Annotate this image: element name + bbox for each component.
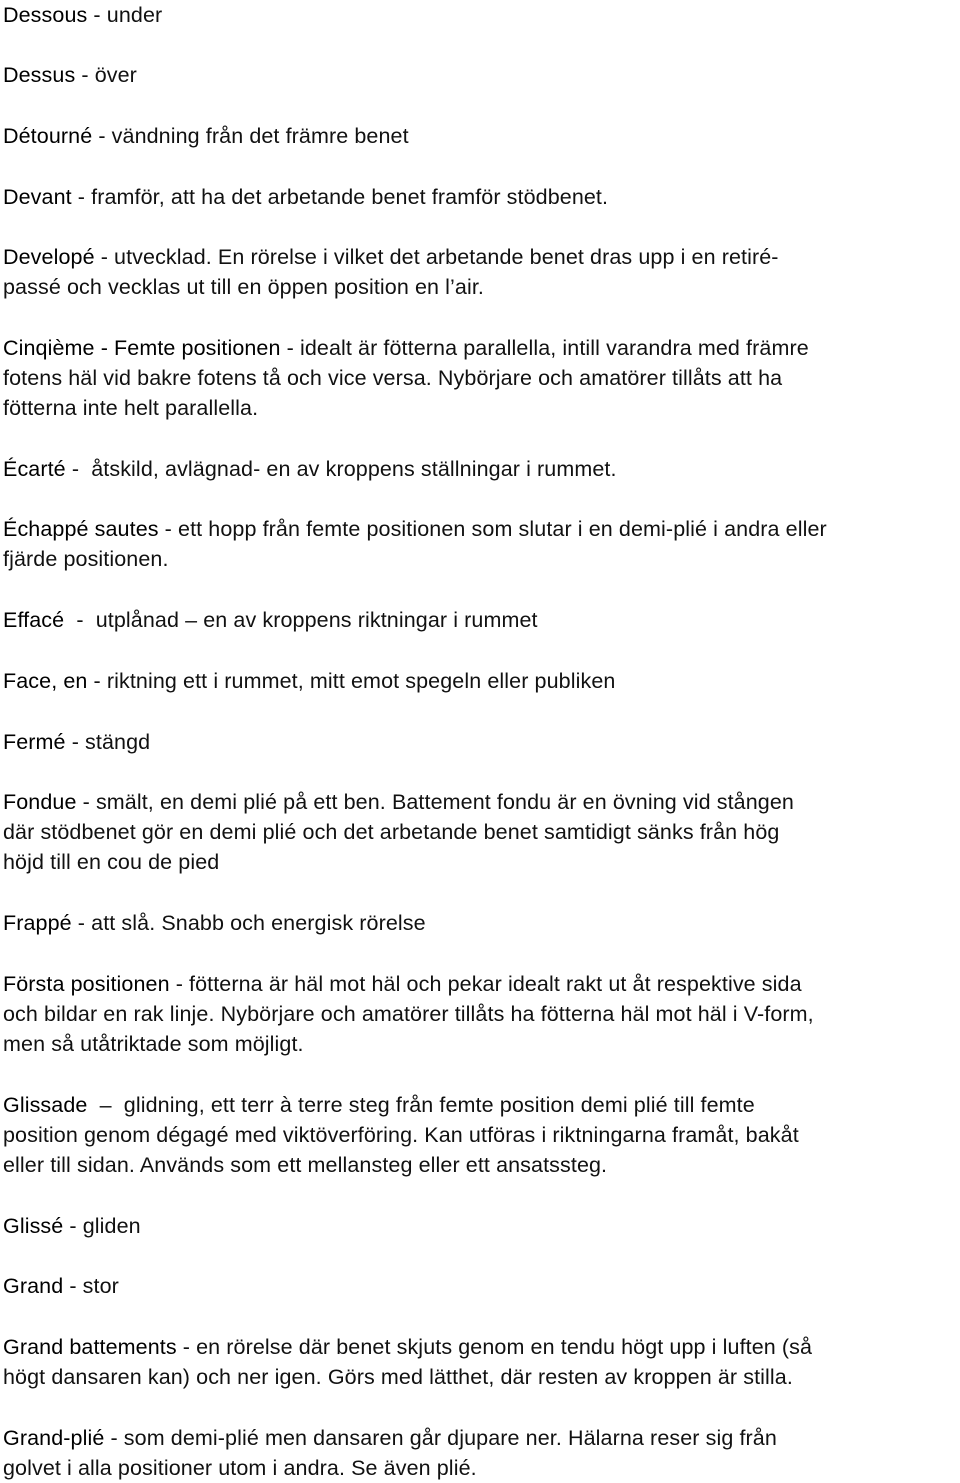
entry-term: Grand-plié [3, 1426, 105, 1450]
glossary-entry-glissade [3, 1090, 799, 1180]
entry-definition: - riktning ett i rummet, mitt emot spegeln eller publiken [87, 669, 616, 693]
entry-definition: - utvecklad. En rörelse i vilket det arbetande benet dras upp i en retiré- passé och vecklas ut till en öppen position en l’air. [3, 245, 779, 299]
entry-definition: - över [75, 63, 137, 87]
entry-term: Glissade [3, 1093, 88, 1117]
entry-term: Grand battements [3, 1335, 177, 1359]
entry-definition: - en rörelse där benet skjuts genom en tendu högt upp i luften (så högt dansaren kan) och ner igen. Görs med lätthet, där resten av kroppen är stilla. [3, 1335, 813, 1389]
glossary-entry-fondue [3, 787, 794, 877]
glossary-entry-grand-plie [3, 1423, 777, 1483]
glossary-entry-developpe [3, 242, 779, 302]
entry-term: Cinqième - Femte positionen [3, 336, 281, 360]
entry-definition: - idealt är fötterna parallella, intill varandra med främre fotens häl vid bakre fotens tå och vice versa. Nybörjare och amatörer tillåts att ha fötterna inte helt parallella. [3, 336, 809, 420]
glossary-entry-dessous [3, 0, 162, 30]
glossary-entry-face-en [3, 666, 615, 696]
glossary-entry-dessus [3, 60, 137, 90]
glossary-entry-efface [3, 605, 538, 635]
entry-term: Glissé [3, 1214, 64, 1238]
entry-definition: - ett hopp från femte positionen som slutar i en demi-plié i andra eller fjärde positionen. [3, 517, 827, 571]
entry-term: Fermé [3, 730, 66, 754]
glossary-entry-frappe [3, 908, 426, 938]
entry-term: Effacé [3, 608, 65, 632]
entry-term: Dessus [3, 63, 76, 87]
entry-definition: - åtskild, avlägnad- en av kroppens ställningar i rummet. [65, 457, 617, 481]
entry-term: Fondue [3, 790, 77, 814]
entry-term: Détourné [3, 124, 93, 148]
glossary-entry-ferme [3, 727, 150, 757]
glossary-entry-forsta-positionen [3, 969, 814, 1059]
entry-definition: - som demi-plié men dansaren går djupare ner. Hälarna reser sig från golvet i alla positioner utom i andra. Se även plié. [3, 1426, 777, 1480]
entry-term: Face, en [3, 669, 88, 693]
glossary-entry-grand-battements [3, 1332, 812, 1392]
entry-term: Dessous [3, 3, 88, 27]
glossary-entry-cinquieme [3, 333, 809, 423]
entry-definition: - att slå. Snabb och energisk rörelse [71, 911, 426, 935]
glossary-entry-glisse [3, 1211, 141, 1241]
entry-term: Grand [3, 1274, 64, 1298]
entry-definition: - gliden [63, 1214, 141, 1238]
entry-definition: - utplånad – en av kroppens riktningar i rummet [64, 608, 538, 632]
entry-definition: - under [87, 3, 163, 27]
entry-definition: - stängd [65, 730, 151, 754]
entry-definition: - stor [63, 1274, 119, 1298]
entry-definition: - vändning från det främre benet [92, 124, 409, 148]
entry-term: Developé [3, 245, 95, 269]
glossary-entry-grand [3, 1271, 119, 1301]
entry-term: Första positionen [3, 972, 170, 996]
entry-term: Échappé sautes [3, 517, 159, 541]
entry-definition: – glidning, ett terr à terre steg från femte position demi plié till femte position genom dégagé med viktöverföring. Kan utföras i riktningarna framåt, bakåt eller till sidan. Används som ett mellansteg eller ett ansatssteg. [3, 1093, 799, 1177]
glossary-entry-detourne [3, 121, 409, 151]
entry-definition: - fötterna är häl mot häl och pekar idealt rakt ut åt respektive sida och bildar en rak linje. Nybörjare och amatörer tillåts ha fötterna häl mot häl i V-form, men så utåtriktade som möjligt. [3, 972, 814, 1056]
glossary-entry-echappe-sautes [3, 514, 827, 574]
entry-term: Frappé [3, 911, 72, 935]
entry-definition: - smält, en demi plié på ett ben. Battement fondu är en övning vid stången där stödbenet gör en demi plié och det arbetande benet samtidigt sänks från hög höjd till en cou de pied [3, 790, 794, 874]
entry-term: Devant [3, 185, 72, 209]
entry-definition: - framför, att ha det arbetande benet framför stödbenet. [71, 185, 609, 209]
glossary-entry-ecarte [3, 454, 617, 484]
entry-term: Écarté [3, 457, 66, 481]
glossary-entry-devant [3, 182, 608, 212]
